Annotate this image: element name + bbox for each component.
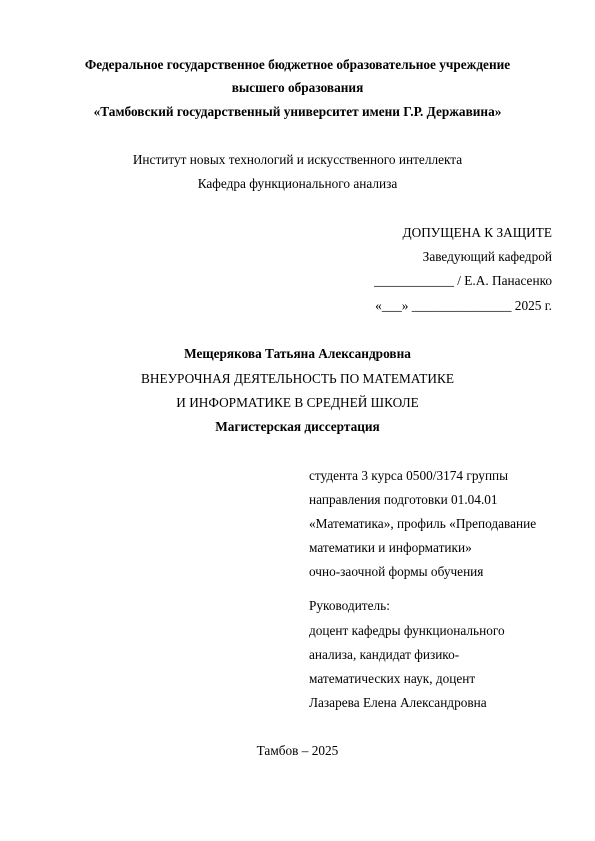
student-info-line: очно-заочной формы обучения xyxy=(309,564,484,579)
approval-title: ДОПУЩЕНА К ЗАЩИТЕ xyxy=(402,225,552,240)
student-info-line: «Математика», профиль «Преподавание xyxy=(309,516,537,531)
department-name: Кафедра функционального анализа xyxy=(197,176,398,191)
thesis-title-line-2: И ИНФОРМАТИКЕ В СРЕДНЕЙ ШКОЛЕ xyxy=(176,395,419,410)
approval-signature-line: ____________ / Е.А. Панасенко xyxy=(374,273,552,288)
thesis-type: Магистерская диссертация xyxy=(215,419,380,434)
author-name: Мещерякова Татьяна Александровна xyxy=(184,346,411,361)
supervisor-label: Руководитель: xyxy=(309,598,390,613)
supervisor-line: доцент кафедры функционального xyxy=(309,623,505,638)
approval-position: Заведующий кафедрой xyxy=(422,249,552,264)
city-year: Тамбов – 2025 xyxy=(256,743,339,758)
student-info-line: математики и информатики» xyxy=(309,540,472,555)
supervisor-line: математических наук, доцент xyxy=(309,671,476,686)
header-education-level: высшего образования xyxy=(231,80,364,95)
student-info-line: направления подготовки 01.04.01 xyxy=(309,492,498,507)
student-info-line: студента 3 курса 0500/3174 группы xyxy=(309,468,509,483)
thesis-title-line-1: ВНЕУРОЧНАЯ ДЕЯТЕЛЬНОСТЬ ПО МАТЕМАТИКЕ xyxy=(141,371,454,386)
header-university-name: «Тамбовский государственный университет имени Г.Р. Державина» xyxy=(93,104,502,119)
approval-date-line: «___» _______________ 2025 г. xyxy=(375,298,552,313)
header-organization-type: Федеральное государственное бюджетное образовательное учреждение xyxy=(84,57,511,72)
supervisor-line: Лазарева Елена Александровна xyxy=(309,695,487,710)
institute-name: Институт новых технологий и искусственного интеллекта xyxy=(132,152,463,167)
supervisor-line: анализа, кандидат физико- xyxy=(309,647,460,662)
